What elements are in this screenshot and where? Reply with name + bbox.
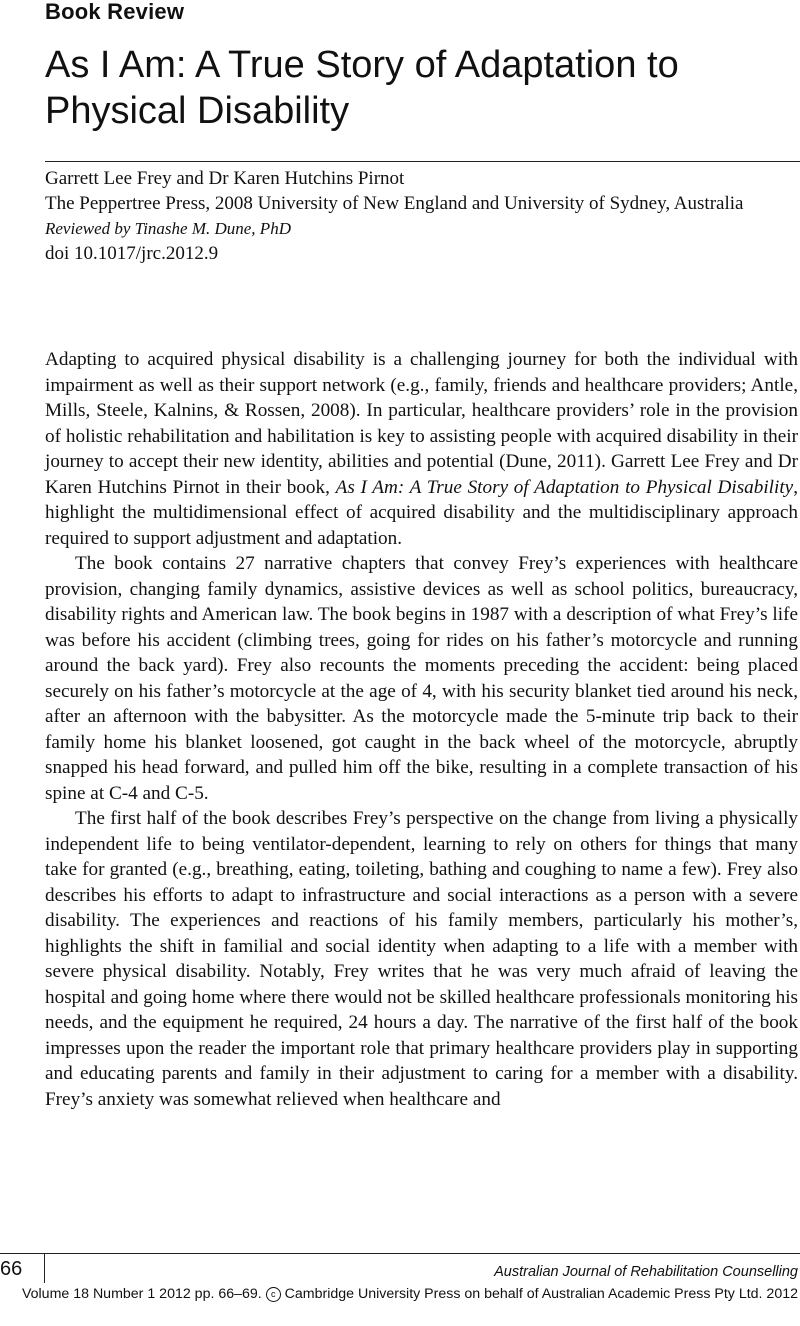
copyright-icon: c — [266, 1287, 281, 1302]
reviewer-credit: Reviewed by Tinashe M. Dune, PhD — [45, 219, 291, 238]
footer-divider — [0, 1253, 800, 1254]
citation-text-b: Cambridge University Press on behalf of Australian Academic Press Pty Ltd. 2012 — [280, 1286, 798, 1302]
article-title: As I Am: A True Story of Adaptation to Physical Disability — [45, 44, 679, 132]
book-title-italic: As I Am: A True Story of Adaptation to Physical Disability — [335, 476, 794, 498]
citation-text-a: Volume 18 Number 1 2012 pp. 66–69. — [21, 1286, 266, 1302]
book-metadata — [45, 166, 795, 266]
paragraph-1 — [45, 347, 798, 551]
paragraph-2: The book contains 27 narrative chapters that convey Frey’s experiences with healthcare provision, changing family dynamics, assistive devices as well as school politics, bureaucracy, disability rights and American law. The book begins in 1987 with a description of what Frey’s life was before his accident (climbing trees, going for rides on his father’s motorcycle and running around the back yard). Frey also recounts the moments preceding the accident: being placed securely on his father’s motorcycle at the age of 4, with his security blanket tied around his neck, after an afternoon with the babysitter. As the motorcycle made the 5-minute trip back to their family home his blanket loosened, got caught in the back wheel of the motorcycle, abruptly snapped his head forward, and pulled him off the bike, resulting in a complete transaction of his spine at C-4 and C-5. — [45, 553, 798, 804]
book-publisher: The Peppertree Press, 2008 University of New England and University of Sydney, Australia — [45, 193, 744, 214]
book-authors: Garrett Lee Frey and Dr Karen Hutchins Pirnot — [45, 168, 405, 189]
header-divider — [45, 161, 800, 162]
paragraph-3: The first half of the book describes Frey’s perspective on the change from living a physically independent life to being ventilator-dependent, learning to rely on others for things that many take for granted (e.g., breathing, eating, toileting, bathing and coughing to name a few). Frey also describes his efforts to adapt to infrastructure and social interactions as a person with a severe disability. The experiences and reactions of his family members, particularly his mother’s, highlights the shift in familial and social identity when adapting to a life with a member with severe physical disability. Notably, Frey writes that he was very much afraid of leaving the hospital and going home where there would not be skilled healthcare professionals monitoring his needs, and the equipment he required, 24 hours a day. The narrative of the first half of the book impresses upon the reader the important role that primary healthcare providers play in supporting and educating parents and family in their adjustment to caring for a member with a disability. Frey’s anxiety was somewhat relieved when healthcare and — [45, 808, 798, 1110]
paragraph-1-text-b: , highlight the multidimensional effect of acquired disability and the multidisciplinary approach required to support adjustment and adaptation. — [45, 476, 798, 549]
section-label: Book Review — [45, 0, 185, 24]
citation-line — [0, 1285, 798, 1304]
journal-name: Australian Journal of Rehabilitation Counselling — [494, 1264, 798, 1280]
review-body — [45, 347, 798, 1112]
doi: doi 10.1017/jrc.2012.9 — [45, 243, 219, 264]
page-number: 66 — [0, 1258, 23, 1280]
paragraph-1-text-a: Adapting to acquired physical disability is a challenging journey for both the individual with impairment as well as their support network (e.g., family, friends and healthcare providers; Antle, Mills, Steele, Kalnins, & Rossen, 2008). In particular, healthcare providers’ role in the provision of holistic rehabilitation and habilitation is key to assisting people with acquired disability in their journey to accept their new identity, abilities and potential (Dune, 2011). Garrett Lee Frey and Dr Karen Hutchins Pirnot in their book, — [45, 349, 798, 498]
footer-vertical-rule — [44, 1253, 45, 1283]
